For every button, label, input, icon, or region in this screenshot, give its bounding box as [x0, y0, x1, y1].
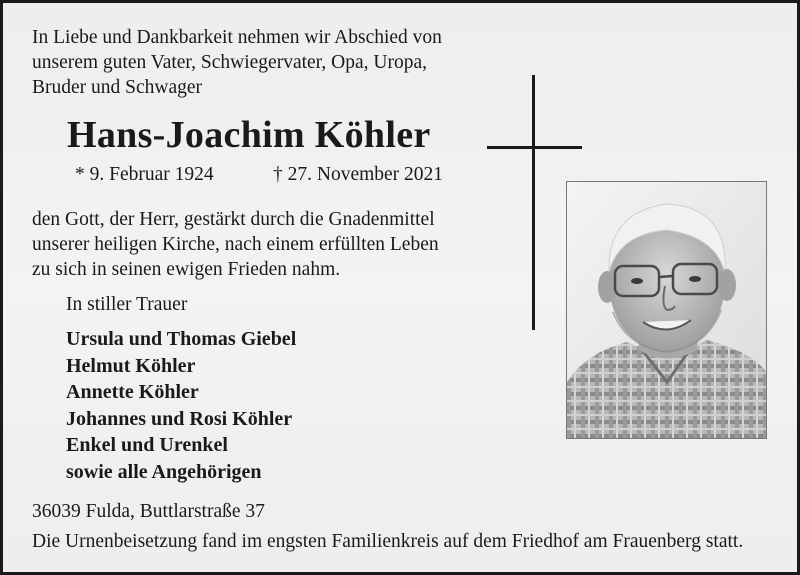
mourning-label: In stiller Trauer	[66, 294, 188, 315]
mourner-name: Ursula und Thomas Giebel	[66, 328, 297, 350]
faith-line: zu sich in seinen ewigen Frieden nahm.	[32, 259, 341, 280]
death-date: † 27. November 2021	[273, 164, 444, 185]
intro-line: In Liebe und Dankbarkeit nehmen wir Abschied von	[32, 27, 442, 48]
deceased-name: Hans-Joachim Köhler	[67, 114, 431, 156]
mourner-name: Annette Köhler	[66, 381, 199, 403]
cross-vertical-bar	[532, 75, 535, 330]
mourner-name: Enkel und Urenkel	[66, 434, 228, 456]
portrait-photo	[566, 181, 767, 439]
cross-horizontal-bar	[487, 146, 582, 149]
address: 36039 Fulda, Buttlarstraße 37	[32, 501, 265, 522]
faith-line: den Gott, der Herr, gestärkt durch die Gnadenmittel	[32, 209, 435, 230]
birth-date: * 9. Februar 1924	[75, 164, 214, 185]
mourners-list	[66, 326, 296, 485]
funeral-note: Die Urnenbeisetzung fand im engsten Familienkreis auf dem Friedhof am Frauenberg statt.	[32, 531, 744, 552]
faith-text	[32, 207, 439, 282]
mourner-name: Johannes und Rosi Köhler	[66, 407, 293, 430]
intro-text	[32, 25, 442, 100]
faith-line: unserer heiligen Kirche, nach einem erfüllten Leben	[32, 234, 439, 255]
intro-line: Bruder und Schwager	[32, 77, 203, 98]
intro-line: unserem guten Vater, Schwiegervater, Opa, Uropa,	[32, 52, 427, 73]
mourner-name: sowie alle Angehörigen	[66, 460, 262, 483]
portrait-illustration	[567, 182, 766, 438]
mourner-name: Helmut Köhler	[66, 354, 196, 377]
